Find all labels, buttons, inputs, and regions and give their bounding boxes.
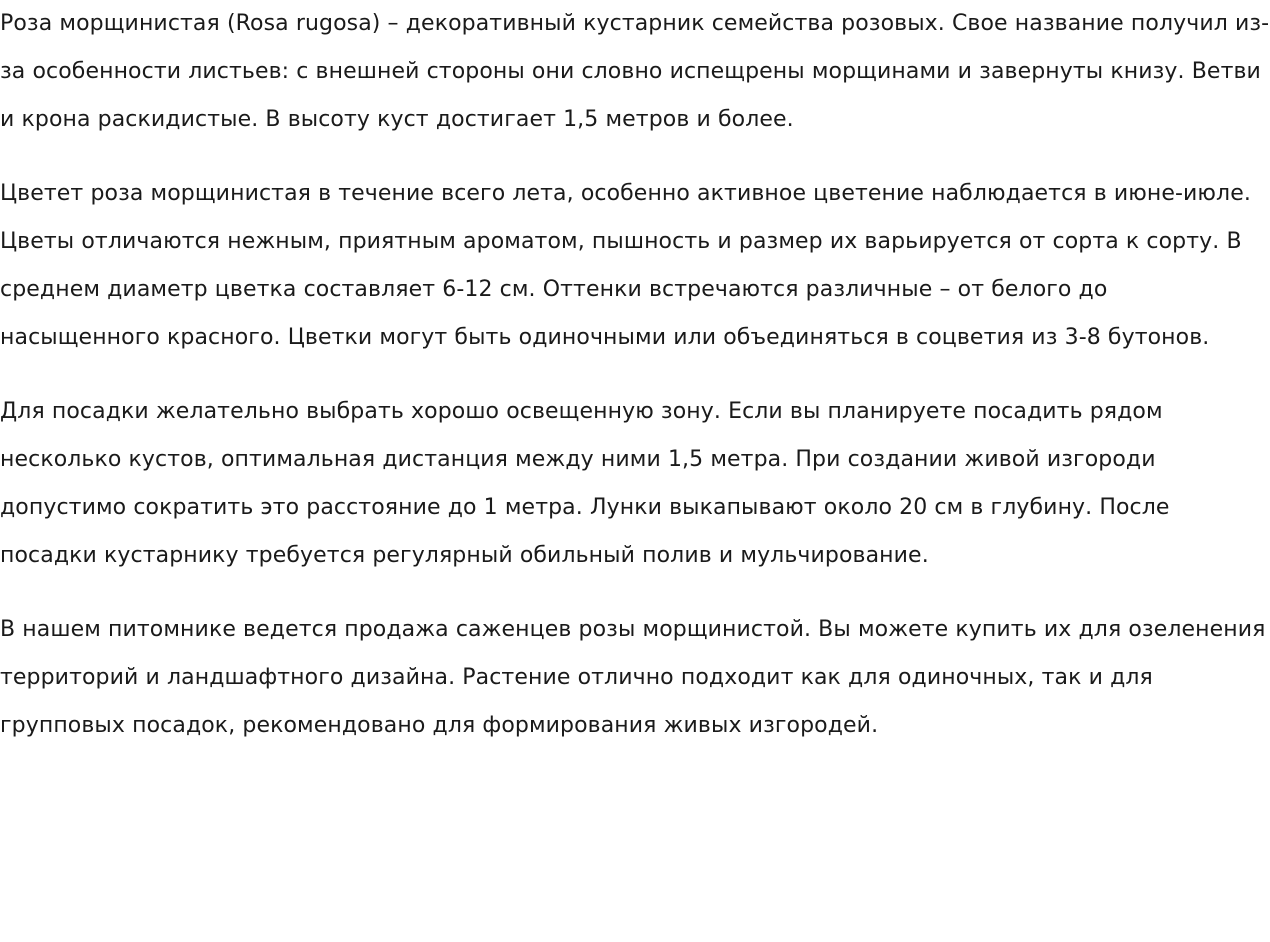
paragraph-flowering: Цветет роза морщинистая в течение всего лета, особенно активное цветение наблюдается в июне-июле. Цветы отличаются нежным, приятным ароматом, пышность и размер их варьируется от сорта к сорту. В среднем диаметр цветка составляет 6-12 см. Оттенки встречаются различные – от белого до насыщенного красного. Цветки могут быть одиночными или объединяться в соцветия из 3-8 бутонов. <box>0 181 1251 350</box>
paragraph-nursery-sales: В нашем питомнике ведется продажа саженцев розы морщинистой. Вы можете купить их для озеленения территорий и ландшафтного дизайна. Растение отлично подходит как для одиночных, так и для групповых посадок, рекомендовано для формирования живых изгородей. <box>0 617 1266 738</box>
paragraph-planting: Для посадки желательно выбрать хорошо освещенную зону. Если вы планируете посадить рядом несколько кустов, оптимальная дистанция между ними 1,5 метра. При создании живой изгороди допустимо сократить это расстояние до 1 метра. Лунки выкапывают около 20 см в глубину. После посадки кустарнику требуется регулярный обильный полив и мульчирование. <box>0 399 1170 568</box>
paragraph-description: Роза морщинистая (Rosa rugosa) – декоративный кустарник семейства розовых. Свое название получил из-за особенности листьев: с внешней стороны они словно испещрены морщинами и завернуты книзу. Ветви и крона раскидистые. В высоту куст достигает 1,5 метров и более. <box>0 11 1270 132</box>
